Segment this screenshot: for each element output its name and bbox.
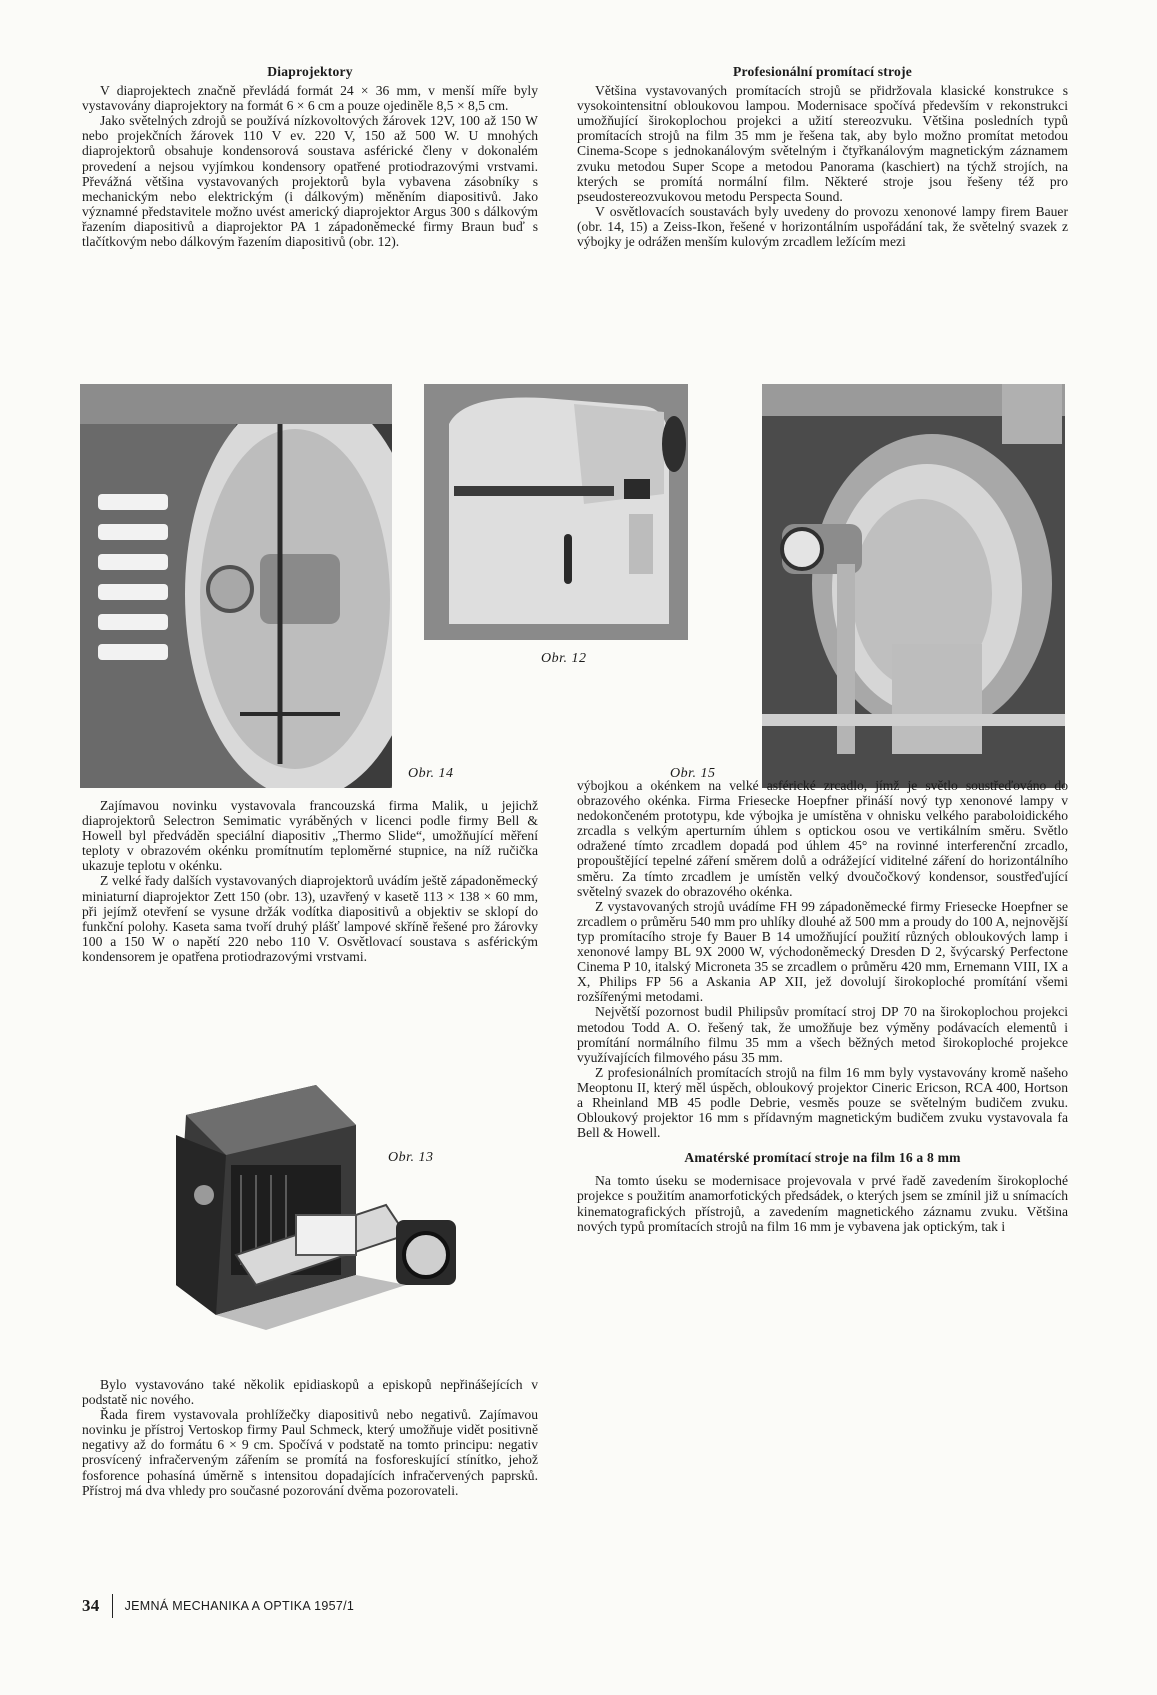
paragraph: Jako světelných zdrojů se používá nízkovoltových žárovek 12V, 100 až 150 W nebo projekčních žárovek 110 V ev. 220 V, 150 až 500 W. U mnohých diaprojektorů obsahuje kondensorová soustava asférické členy v dokonalém provedení a nejsou vyjímkou kondensory opatřené protiodrazovými vrstvami. Převážná většina vystavovaných projektorů byla vybavena zásobníky s mechanickým nebo elektrickým (i dálkovým) měněním diapositivů. Jako významné představitele možno uvést americký diaprojektor Argus 300 s dálkovým řazením diapositivů a diaprojektor PA 1 západoněmecké firmy Braun buď s tlačítkovým nebo dálkovým řazením diapositivů (obr. 12).	[82, 113, 538, 250]
paragraph: Řada firem vystavovala prohlížečky diapositivů nebo negativů. Zajímavou novinku je přístroj Vertoskop firmy Paul Schmeck, který umožňuje vidět positivně negativy až do formátu 6 × 9 cm. Spočívá v podstatě na tomto principu: negativ prosvícený infračerveným zářením se promítá na fosforeskující stínítko, jehož fosforence pohasíná úměrně s intensitou dopadajících infračervených paprsků. Přístroj má dva vhledy pro současné pozorování dvěma pozorovateli.	[82, 1407, 538, 1498]
journal-name: JEMNÁ MECHANIKA A OPTIKA 1957/1	[124, 1599, 355, 1613]
figure-15-caption: Obr. 15	[670, 766, 716, 781]
figure-13-caption: Obr. 13	[388, 1150, 434, 1165]
figure-15-photo	[762, 384, 1065, 788]
miniature-projector-illustration	[146, 1085, 464, 1347]
figure-13-photo	[146, 1085, 464, 1347]
figure-14-photo	[80, 384, 392, 788]
diaprojector-illustration	[424, 384, 688, 640]
section-heading: Diaprojektory	[267, 64, 353, 79]
paragraph: Z profesionálních promítacích strojů na film 16 mm byly vystavovány kromě našeho Meoptonu II, který měl úspěch, obloukový projektor Cineric Ericson, RCA 400, Hortson a Rheinland MB 45 podle Debrie, vesměs pouze se světelným budičem zvuku. Obloukový projektor 16 mm s přídavným magnetickým budičem zvuku vystavovala fa Bell & Howell.	[577, 1064, 1068, 1141]
page-footer	[82, 1594, 354, 1618]
mirror-lamp-illustration	[762, 384, 1065, 788]
section-heading: Profesionální promítací stroje	[733, 64, 912, 79]
column-left-lower	[82, 798, 538, 964]
figure-14-caption: Obr. 14	[408, 766, 454, 781]
paragraph: V diaprojektech značně převládá formát 24 × 36 mm, v menší míře byly vystavovány diaprojektory na formát 6 × 6 cm a pouze ojediněle 8,5 × 8,5 cm.	[82, 83, 538, 114]
paragraph: výbojkou a okénkem na velké asférické zrcadlo, jímž je světlo soustřeďováno do obrazového okénka. Firma Friesecke Hoepfner přináší nový typ xenonové lampy v nedokončeném prototypu, kde výbojka je umístěna v ohnisku velkého paraboloidického zrcadla s velkým aperturním úhlem s optickou osou ve vertikálním směru. Světlo odražené tímto zrcadlem dopadá pod úhlem 45° na rovinné interferenční zrcadlo, propouštějící tepelné záření směrem dolů a odrážející viditelné záření do horizontálního směru. Za tímto zrcadlem je umístěn velký dvoučočkový kondensor, soustřeďující světelný svazek do obrazového okénka.	[577, 778, 1068, 899]
figure-12-photo	[424, 384, 688, 640]
paragraph: Většina vystavovaných promítacích strojů se přidržovala klasické konstrukce s vysokointensitní obloukovou lampou. Modernisace spočívá především v rekonstrukci umožňující širokoplochou projekci a užití stereozvuku. Většina posledních typů promítacích strojů na film 35 mm je řešena tak, aby bylo možno promítat metodou Cinema-Scope s jednokanálovým světelným i čtyřkanálovým magnetickým záznamem zvuku metodou Super Scope a metodou Panorama (kaschiert) na týchž strojích, na kterých se promítá normální film. Některé stroje jsou řešeny též pro pseudostereozvukovou metodu Perspecta Sound.	[577, 83, 1068, 204]
footer-divider	[112, 1594, 113, 1618]
paragraph: Z velké řady dalších vystavovaných diaprojektorů uvádím ještě západoněmecký miniaturní diaprojektor Zett 150 (obr. 13), uzavřený v kasetě 113 × 138 × 60 mm, při jejímž otevření se vysune držák vodítka diapositivů a objektiv se sklopí do funkční polohy. Kaseta sama tvoří druhý plášť lampové skříně řešené pro žárovky 100 a 150 W o napětí 220 nebo 110 V. Osvětlovací soustava s asférickým kondensorem je opatřena protiodrazovými vrstvami.	[82, 873, 538, 964]
paragraph: Zajímavou novinku vystavovala francouzská firma Malik, u jejichž diaprojektorů Selectron Semimatic vyráběných v licenci podle firmy Bell & Howell byl předváděn speciální diapositiv „Thermo Slide“, umožňující měření teploty v obrazovém okénku promítnutím teploměrné stupnice, na níž ručička ukazuje teplotu v okénku.	[82, 798, 538, 874]
paragraph: V osvětlovacích soustavách byly uvedeny do provozu xenonové lampy firem Bauer (obr. 14, 15) a Zeiss-Ikon, řešené v horizontálním uspořádání tak, že světelný svazek z výbojky je odrážen menším kulovým zrcadlem ležícím mezi	[577, 203, 1068, 250]
paragraph: Největší pozornost budil Philipsův promítací stroj DP 70 na širokoplochou projekci metodou Todd A. O. řešený tak, že umožňuje bez výměny podávacích elementů i promítání normálního filmu 35 mm a všech běžných metod širokoploché projekce využívajících filmového pásu 35 mm.	[577, 1004, 1068, 1065]
paragraph: Bylo vystavováno také několik epidiaskopů a episkopů nepřinášejících v podstatě nic nového.	[82, 1377, 538, 1408]
paragraph: Na tomto úseku se modernisace projevovala v prvé řadě zavedením širokoploché projekce s použitím anamorfotických předsádek, o kterých jsem se zmínil již u snímacích kinematografických přístrojů, a zavedením magnetického záznamu zvuku. Většina nových typů promítacích strojů na film 16 mm je vybavena jak optickým, tak i	[577, 1173, 1068, 1234]
column-diaprojektory	[82, 64, 538, 249]
lamp-housing-illustration	[80, 384, 392, 788]
column-profesionalni	[577, 64, 1068, 249]
page-number: 34	[82, 1596, 100, 1615]
figure-12-caption: Obr. 12	[541, 651, 587, 666]
column-right-lower	[577, 778, 1068, 1234]
section-heading: Amatérské promítací stroje na film 16 a 8 mm	[684, 1150, 961, 1166]
paragraph: Z vystavovaných strojů uvádíme FH 99 západoněmecké firmy Friesecke Hoepfner se zrcadlem o průměru 540 mm pro uhlíky dlouhé až 500 mm a proudy do 100 A, nejnovější typ promítacího stroje fy Bauer B 14 umožňující použití různých obloukových lamp i xenonové lampy BL 9X 2000 W, východoněmecký Dresden D 2, švýcarský Perfectone Cinema P 10, italský Microneta 35 se zrcadlem o průměru 420 mm, Ernemann VIII, IX a X, Philips FP 56 a Askania AP XII, jež dovolují širokoploché promítání všemi rozšířenými metodami.	[577, 898, 1068, 1005]
column-left-bottom	[82, 1377, 538, 1498]
